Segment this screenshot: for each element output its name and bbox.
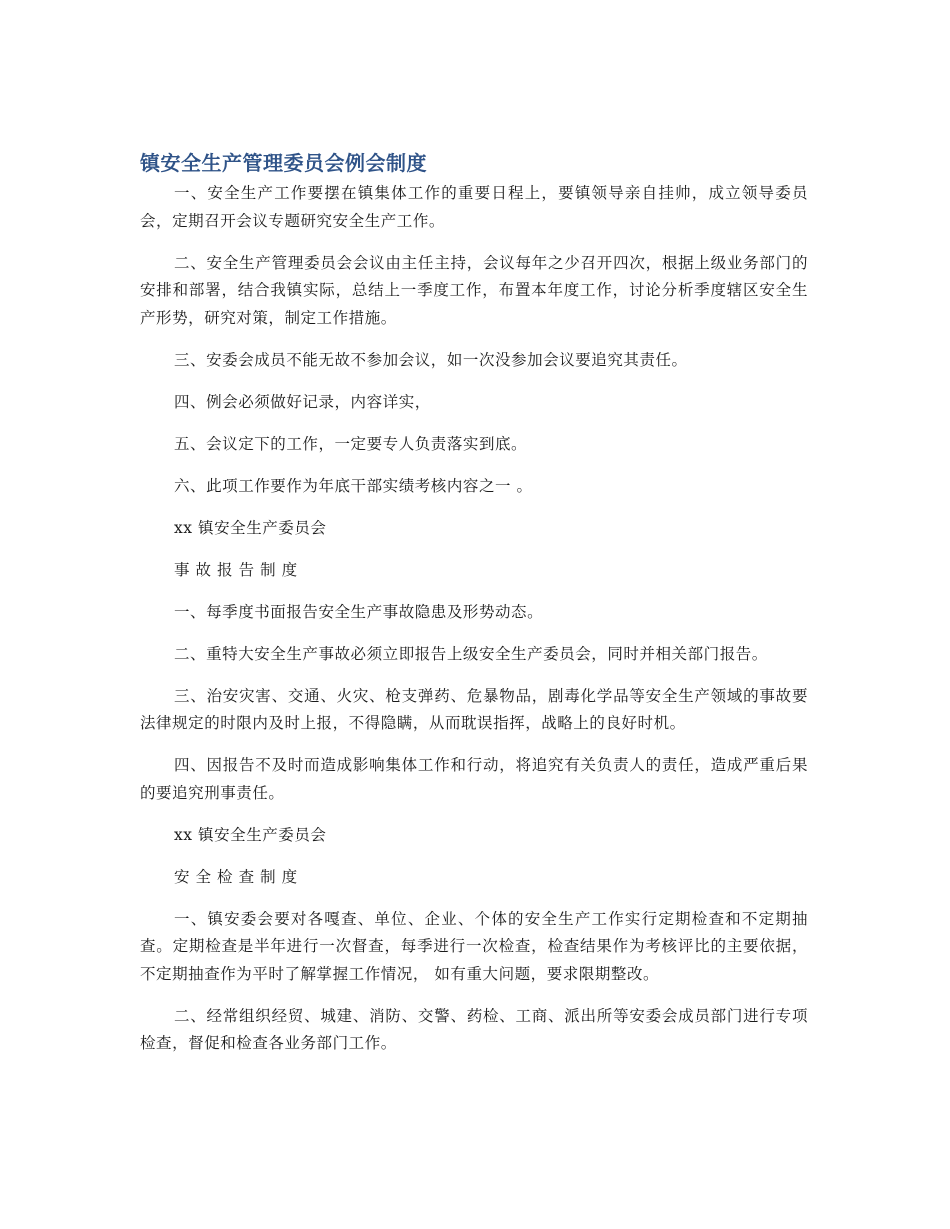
paragraph-4: 四、例会必须做好记录，内容详实， [174, 392, 431, 411]
paragraph-1: 一、安全生产工作要摆在镇集体工作的重要日程上，要镇领导亲自挂帅，成立领导委员会，定期召开会议专题研究安全生产工作。 [140, 184, 808, 230]
paragraph-6: 六、此项工作要作为年底干部实绩考核内容之一 。 [174, 476, 533, 495]
section-heading-safety-inspection: 安 全 检 查 制 度 [174, 867, 298, 886]
paragraph-11: 一、镇安委会要对各嘎查、单位、企业、个体的安全生产工作实行定期检查和不定期抽查。定期检查是半年进行一次督查，每季进行一次检查，检查结果作为考核评比的主要依据，不定期抽查作为平时了解掌握工作情况， 如有重大问题，要求限期整改。 [140, 909, 808, 983]
signature-committee-2: xx 镇安全生产委员会 [174, 825, 327, 844]
document-body [140, 148, 808, 1072]
paragraph-2: 二、安全生产管理委员会会议由主任主持，会议每年之少召开四次，根据上级业务部门的安排和部署，结合我镇实际，总结上一季度工作，布置本年度工作，讨论分析季度辖区安全生产形势，研究对策，制定工作措施。 [140, 253, 808, 327]
section-heading-accident-report: 事 故 报 告 制 度 [174, 560, 298, 579]
paragraph-12: 二、经常组织经贸、城建、消防、交警、药检、工商、派出所等安委会成员部门进行专项检查，督促和检查各业务部门工作。 [140, 1006, 808, 1052]
document-title: 镇安全生产管理委员会例会制度 [140, 151, 427, 175]
paragraph-8: 二、重特大安全生产事故必须立即报告上级安全生产委员会，同时并相关部门报告。 [174, 644, 768, 663]
paragraph-3: 三、安委会成员不能无故不参加会议，如一次没参加会议要追究其责任。 [174, 350, 688, 369]
paragraph-10: 四、因报告不及时而造成影响集体工作和行动，将追究有关负责人的责任，造成严重后果的要追究刑事责任。 [140, 756, 808, 802]
paragraph-7: 一、每季度书面报告安全生产事故隐患及形势动态。 [174, 602, 544, 621]
signature-committee-1: xx 镇安全生产委员会 [174, 518, 327, 537]
paragraph-9: 三、治安灾害、交通、火灾、枪支弹药、危暴物品，剧毒化学品等安全生产领域的事故要法律规定的时限内及时上报，不得隐瞒，从而耽误指挥，战略上的良好时机。 [140, 686, 808, 732]
paragraph-5: 五、会议定下的工作，一定要专人负责落实到底。 [174, 434, 528, 453]
